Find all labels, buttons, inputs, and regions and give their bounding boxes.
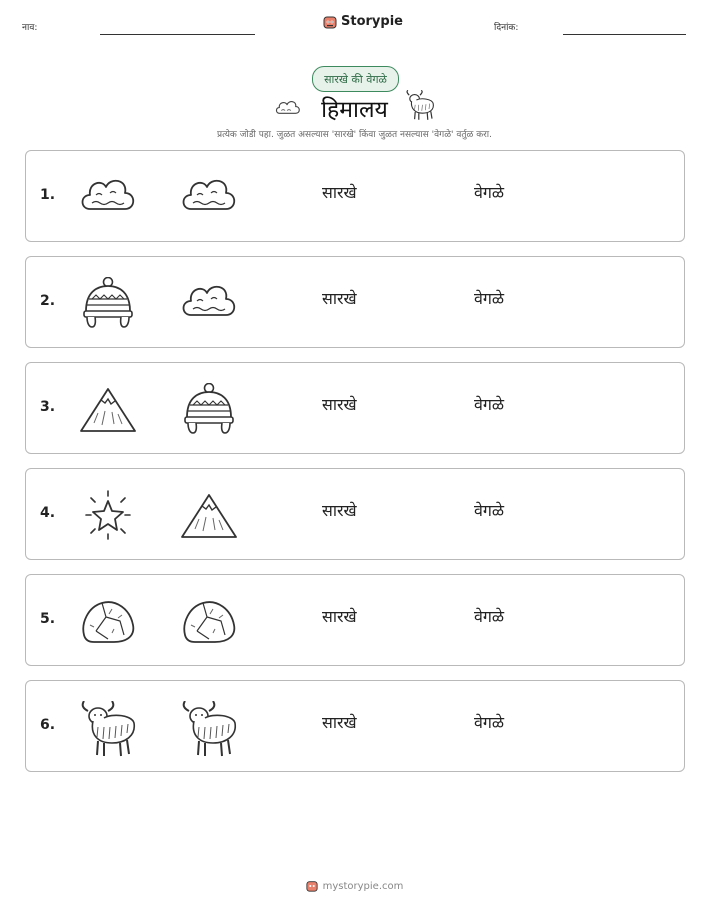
question-row xyxy=(25,680,685,772)
winter-hat-icon xyxy=(179,383,239,435)
question-row xyxy=(25,150,685,242)
footer-url: mystorypie.com xyxy=(322,880,404,892)
storypie-logo-icon xyxy=(306,880,318,892)
option-different[interactable]: वेगळे xyxy=(474,289,505,308)
mountain-icon xyxy=(78,383,138,435)
worksheet-badge: सारखे की वेगळे xyxy=(312,66,399,92)
option-different[interactable]: वेगळे xyxy=(474,183,505,202)
winter-hat-icon xyxy=(78,277,138,329)
option-same[interactable]: सारखे xyxy=(322,501,357,520)
worksheet-instructions: प्रत्येक जोडी पहा. जुळत असल्यास 'सारखे' किंवा जुळत नसल्यास 'वेगळे' वर्तुळ करा. xyxy=(216,130,492,140)
worksheet-title: हिमालय xyxy=(321,97,388,123)
rock-icon xyxy=(78,595,138,647)
question-row xyxy=(25,362,685,454)
yak-icon xyxy=(179,701,239,753)
option-different[interactable]: वेगळे xyxy=(474,395,505,414)
question-list xyxy=(25,150,685,786)
option-same[interactable]: सारखे xyxy=(322,183,357,202)
date-label: दिनांक: xyxy=(494,23,519,33)
rock-icon xyxy=(179,595,239,647)
question-row xyxy=(25,468,685,560)
brand xyxy=(323,14,403,29)
option-different[interactable]: वेगळे xyxy=(474,607,505,626)
question-number: 2. xyxy=(40,293,56,309)
question-number: 4. xyxy=(40,505,56,521)
date-line xyxy=(563,34,686,35)
name-label: नाव: xyxy=(22,23,38,33)
page-header xyxy=(0,14,709,40)
question-row xyxy=(25,256,685,348)
storypie-logo-icon xyxy=(323,15,337,29)
question-row xyxy=(25,574,685,666)
option-same[interactable]: सारखे xyxy=(322,713,357,732)
cloud-icon xyxy=(179,171,239,223)
name-line xyxy=(100,34,255,35)
cloud-icon xyxy=(78,171,138,223)
page-footer xyxy=(0,880,709,892)
title-yak-icon xyxy=(402,90,438,122)
mountain-icon xyxy=(179,489,239,541)
question-number: 6. xyxy=(40,717,56,733)
brand-name: Storypie xyxy=(341,14,403,29)
option-same[interactable]: सारखे xyxy=(322,289,357,308)
question-number: 3. xyxy=(40,399,56,415)
option-same[interactable]: सारखे xyxy=(322,395,357,414)
yak-icon xyxy=(78,701,138,753)
cloud-icon xyxy=(179,277,239,329)
option-same[interactable]: सारखे xyxy=(322,607,357,626)
star-icon xyxy=(78,489,138,541)
option-different[interactable]: वेगळे xyxy=(474,713,505,732)
option-different[interactable]: वेगळे xyxy=(474,501,505,520)
question-number: 5. xyxy=(40,611,56,627)
question-number: 1. xyxy=(40,187,56,203)
